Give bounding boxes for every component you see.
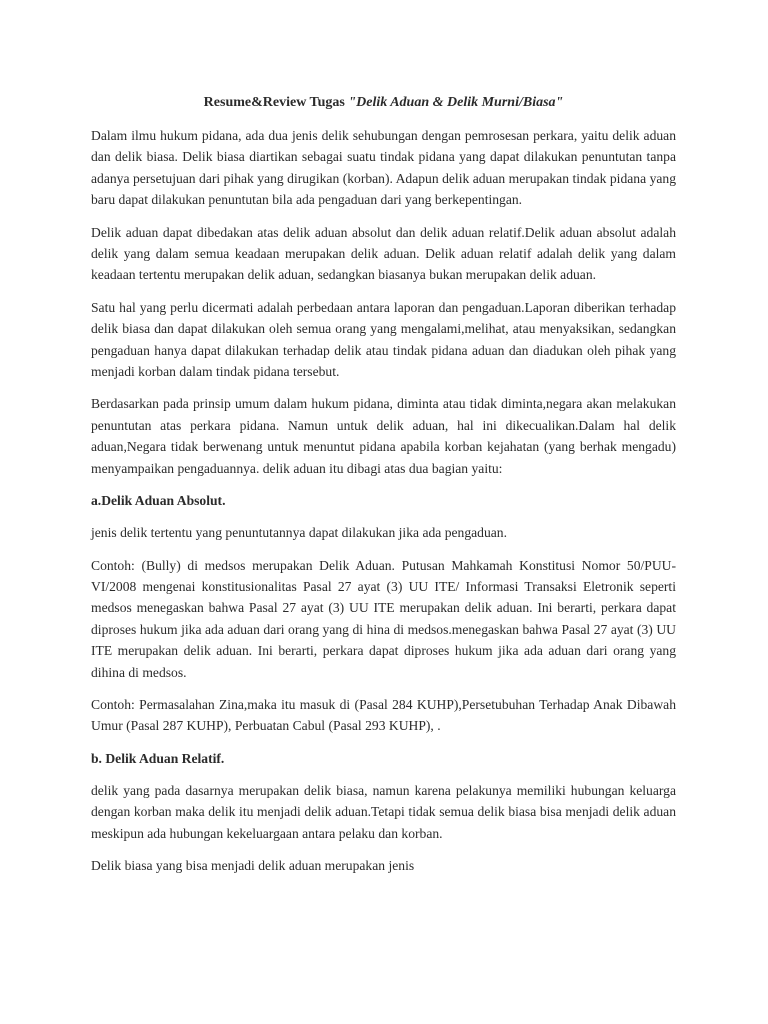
section-b-heading: b. Delik Aduan Relatif.	[91, 750, 225, 766]
section-b-paragraph: delik yang pada dasarnya merupakan delik biasa, namun karena pelakunya memiliki hubungan keluarga dengan korban maka delik itu menjadi delik aduan.Tetapi tidak semua delik biasa bisa menjadi delik aduan meskipun ada hubungan kekeluargaan antara pelaku dan korban.	[91, 782, 676, 841]
intro-paragraph: Berdasarkan pada prinsip umum dalam hukum pidana, diminta atau tidak diminta,negara akan melakukan penuntutan atas perkara pidana. Namun untuk delik aduan, hal ini dikecualikan.Dalam hal delik aduan,Negara tidak berwenang untuk menuntut pidana apabila korban kejahatan (yang berhak mengadu) menyampaikan pengaduannya. delik aduan itu dibagi atas dua bagian yaitu:	[91, 396, 676, 476]
document-title	[91, 93, 676, 113]
document-page	[91, 93, 676, 887]
document-title-emphasis: "Delik Aduan & Delik Murni/Biasa"	[348, 95, 564, 110]
section-a-heading: a.Delik Aduan Absolut.	[91, 493, 226, 509]
section-a-paragraph: Contoh: (Bully) di medsos merupakan Delik Aduan. Putusan Mahkamah Konstitusi Nomor 50/PUU-VI/2008 mengenai konstitusionalitas Pasal 27 ayat (3) UU ITE/ Informasi Transaksi Eletronik seperti medsos menegaskan bahwa Pasal 27 ayat (3) UU ITE merupakan delik aduan. Ini berarti, perkara dapat diproses hukum jika ada aduan dari orang yang di hina di medsos.menegaskan bahwa Pasal 27 ayat (3) UU ITE merupakan delik aduan. Ini berarti, perkara dapat diproses hukum jika ada aduan dari orang yang dihina di medsos.	[91, 557, 676, 680]
section-a-paragraph: Contoh: Permasalahan Zina,maka itu masuk di (Pasal 284 KUHP),Persetubuhan Terhadap Anak Dibawah Umur (Pasal 287 KUHP), Perbuatan Cabul (Pasal 293 KUHP), .	[91, 696, 676, 734]
intro-paragraph: Dalam ilmu hukum pidana, ada dua jenis delik sehubungan dengan pemrosesan perkara, yaitu delik aduan dan delik biasa. Delik biasa diartikan sebagai suatu tindak pidana yang dapat dilakukan penuntutan tanpa adanya persetujuan dari pihak yang dirugikan (korban). Adapun delik aduan merupakan tindak pidana yang baru dapat dilakukan penuntutan bila ada pengaduan dari yang berkepentingan.	[91, 128, 676, 208]
intro-paragraph: Satu hal yang perlu dicermati adalah perbedaan antara laporan dan pengaduan.Laporan diberikan terhadap delik biasa dan dapat dilakukan oleh semua orang yang mengalami,melihat, atau menyaksikan, sedangkan pengaduan hanya dapat dilakukan terhadap delik atau tindak pidana aduan dan diadukan oleh pihak yang menjadi korban dalam tindak pidana tersebut.	[91, 299, 676, 380]
section-b-paragraph: Delik biasa yang bisa menjadi delik aduan merupakan jenis	[91, 857, 415, 873]
intro-paragraph: Delik aduan dapat dibedakan atas delik aduan absolut dan delik aduan relatif.Delik aduan absolut adalah delik yang dalam semua keadaan merupakan delik aduan. Delik aduan relatif adalah delik yang dalam keadaan tertentu merupakan delik aduan, sedangkan biasanya bukan merupakan delik aduan.	[91, 224, 676, 283]
section-a-paragraph: jenis delik tertentu yang penuntutannya dapat dilakukan jika ada pengaduan.	[91, 525, 507, 541]
document-title-prefix: Resume&Review Tugas	[203, 95, 349, 110]
